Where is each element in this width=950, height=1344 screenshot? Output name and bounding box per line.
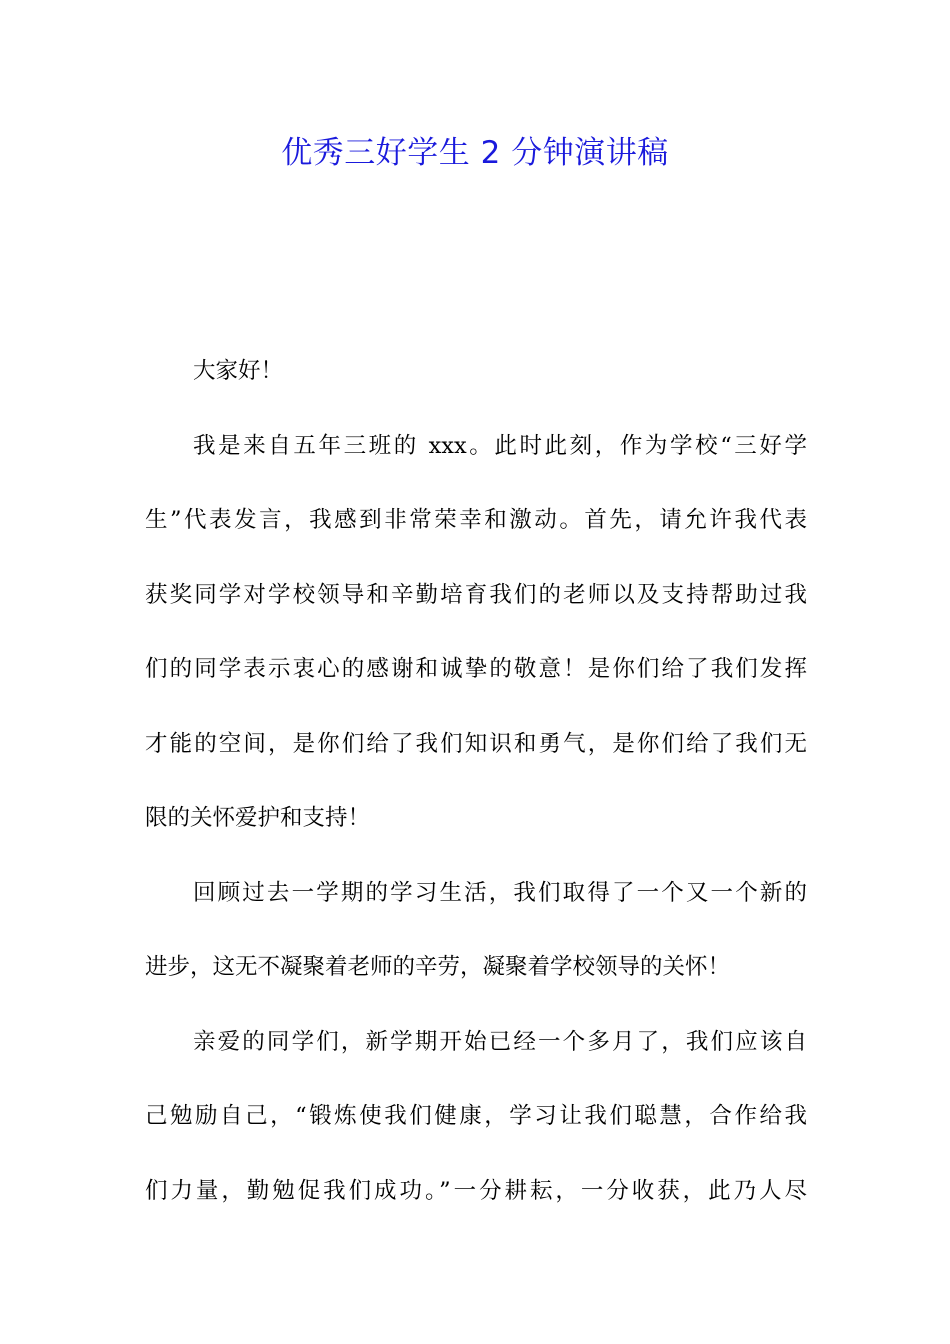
text-line: 才能的空间，是你们给了我们知识和勇气，是你们给了我们无 [145,730,807,757]
text-line: 大家好！ [193,358,284,384]
text-line: 我是来自五年三班的 xxx。此时此刻，作为学校“三好学 [193,432,807,459]
text-line: 进步，这无不凝聚着老师的辛劳，凝聚着学校领导的关怀！ [145,954,731,980]
text-line: 们力量，勤勉促我们成功。”一分耕耘，一分收获，此乃人尽 [145,1177,807,1204]
text-line: 回顾过去一学期的学习生活，我们取得了一个又一个新的 [193,879,807,906]
speech-body [145,334,807,1228]
text-line: 己勉励自己，“锻炼使我们健康，学习让我们聪慧，合作给我 [145,1103,807,1129]
text-line: 获奖同学对学校领导和辛勤培育我们的老师以及支持帮助过我 [145,581,807,608]
text-line: 生”代表发言，我感到非常荣幸和激动。首先，请允许我代表 [145,507,807,533]
text-line: 限的关怀爱护和支持！ [145,805,371,831]
document-title: 优秀三好学生 2 分钟演讲稿 [281,135,669,171]
text-line: 亲爱的同学们，新学期开始已经一个多月了，我们应该自 [193,1028,807,1055]
text-line: 们的同学表示衷心的感谢和诚挚的敬意！是你们给了我们发挥 [145,656,807,682]
